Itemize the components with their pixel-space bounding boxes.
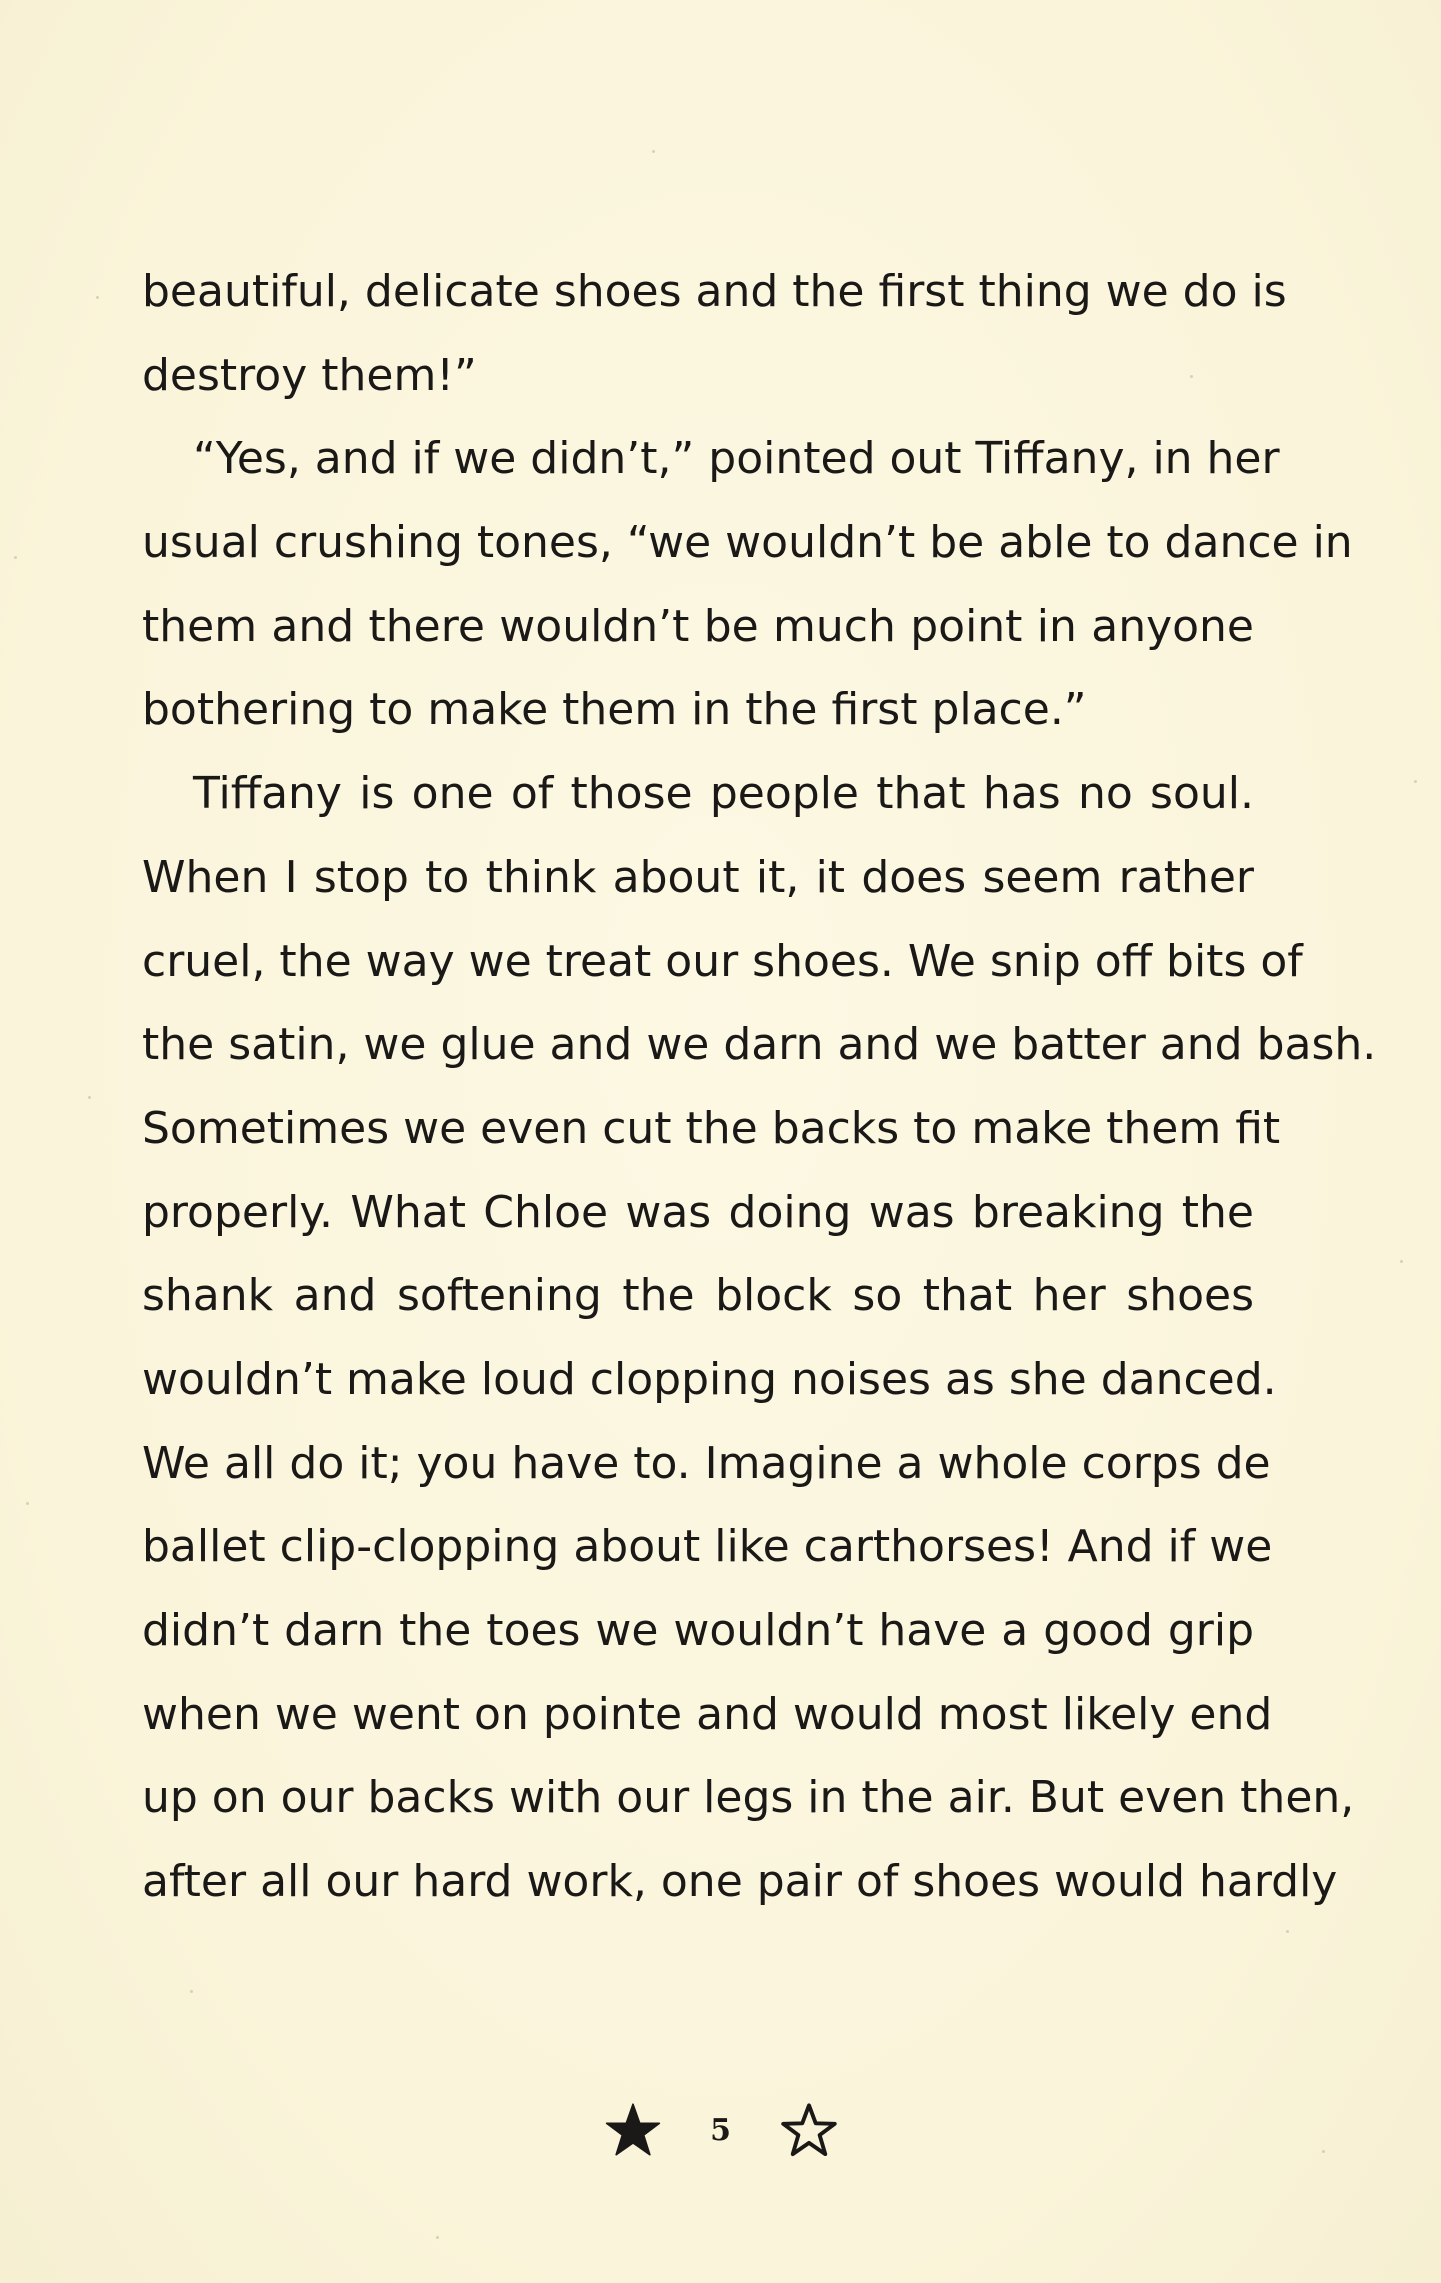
page-footer <box>0 2090 1441 2170</box>
text-line: Tiffany is one of those people that has no soul. <box>193 768 1254 820</box>
text-line: We all do it; you have to. Imagine a whole corps de <box>142 1437 1271 1489</box>
text-line: them and there wouldn’t be much point in anyone <box>142 600 1254 652</box>
outline-star-icon <box>781 2102 837 2158</box>
text-line: wouldn’t make loud clopping noises as she danced. <box>142 1353 1277 1405</box>
text-line: “Yes, and if we didn’t,” pointed out Tiffany, in her <box>193 433 1280 485</box>
text-line: When I stop to think about it, it does seem rather <box>142 851 1254 903</box>
text-line: shank and softening the block so that her shoes <box>142 1270 1254 1322</box>
text-line: Sometimes we even cut the backs to make them fit <box>142 1102 1281 1154</box>
text-line: didn’t darn the toes we wouldn’t have a good grip <box>142 1605 1254 1656</box>
text-line: destroy them!” <box>142 349 477 401</box>
text-line: bothering to make them in the first place.” <box>142 684 1087 736</box>
text-line: properly. What Chloe was doing was breaking the <box>142 1186 1254 1238</box>
text-line: cruel, the way we treat our shoes. We snip off bits of <box>142 935 1303 987</box>
text-line: usual crushing tones, “we wouldn’t be able to dance in <box>142 517 1353 569</box>
text-line: when we went on pointe and would most likely end <box>142 1688 1273 1740</box>
page-number: 5 <box>710 2112 731 2148</box>
filled-star-icon <box>605 2102 661 2158</box>
body-text <box>142 250 1377 1924</box>
text-line: up on our backs with our legs in the air. But even then, <box>142 1772 1355 1824</box>
text-line: after all our hard work, one pair of shoes would hardly <box>142 1856 1338 1908</box>
text-line: ballet clip-clopping about like carthorses! And if we <box>142 1521 1273 1573</box>
text-line: beautiful, delicate shoes and the first thing we do is <box>142 266 1287 317</box>
text-line: the satin, we glue and we darn and we batter and bash. <box>142 1019 1377 1071</box>
